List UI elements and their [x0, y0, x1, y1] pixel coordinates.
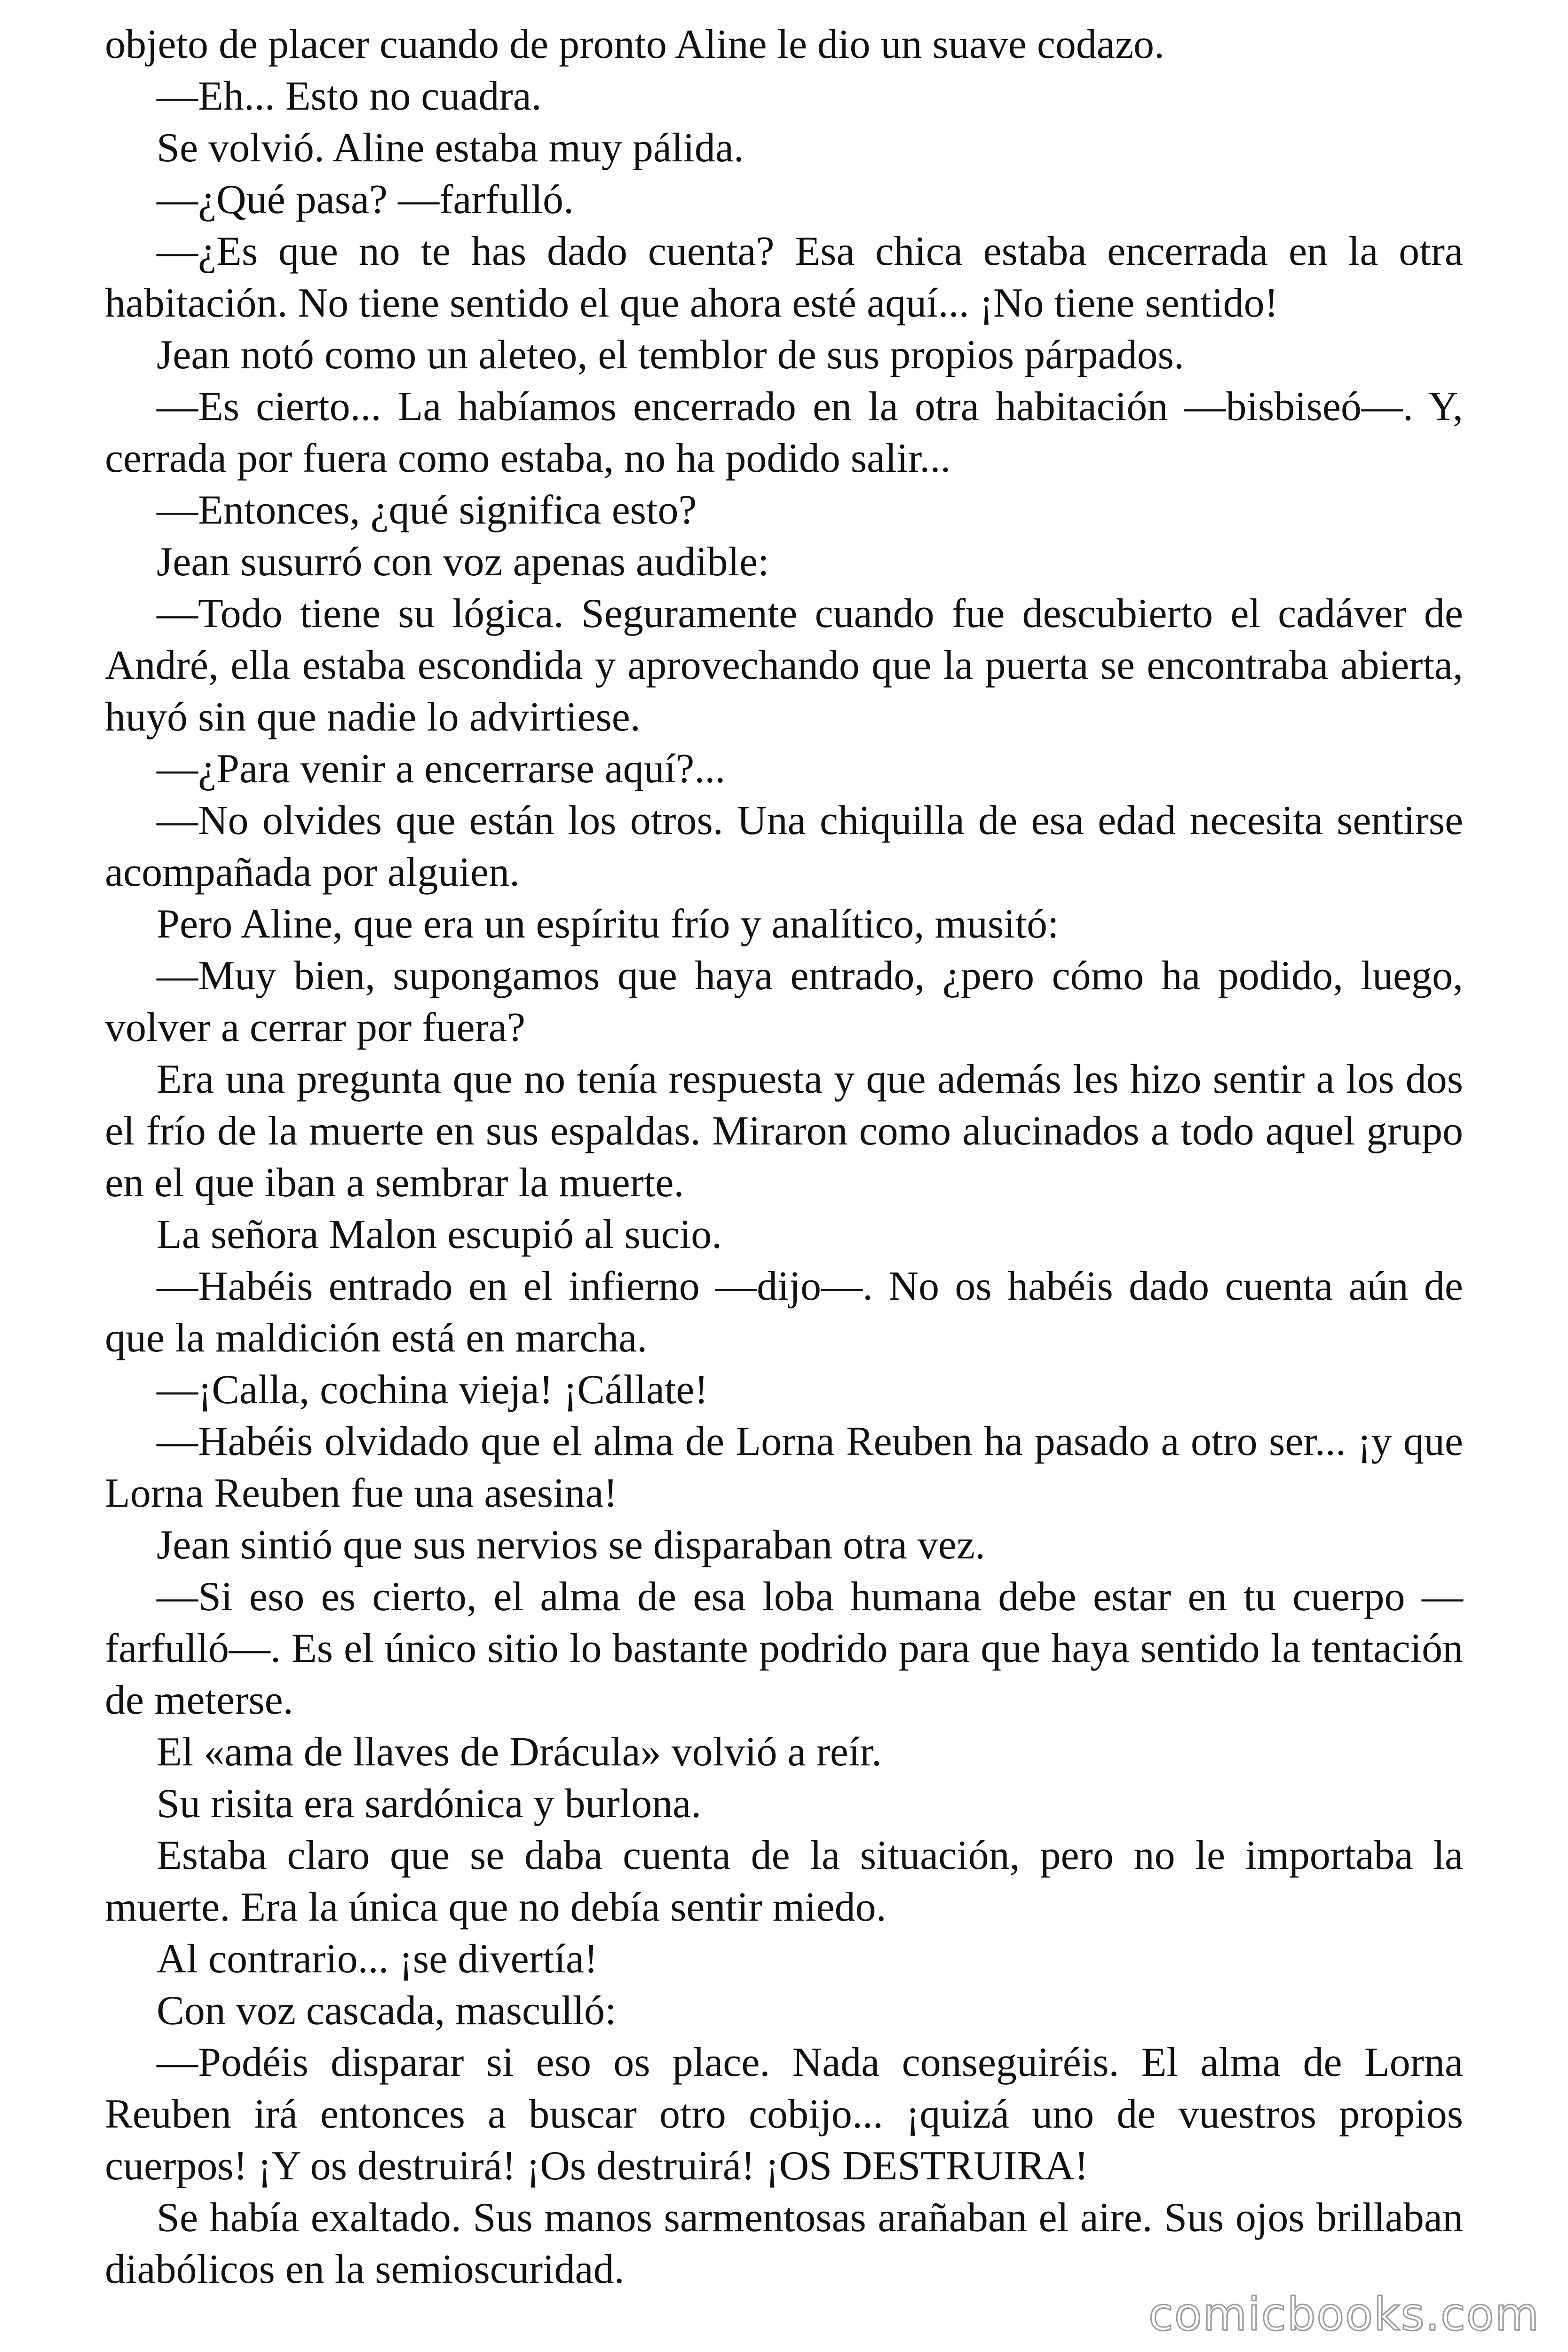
paragraph-19: —Habéis olvidado que el alma de Lorna Reuben ha pasado a otro ser... ¡y que Lorna Reuben fue una asesina!	[105, 1419, 1463, 1516]
paragraph-21: —Si eso es cierto, el alma de esa loba humana debe estar en tu cuerpo — farfulló—. Es el único sitio lo bastante podrido para que haya sentido la tentación de meterse.	[105, 1574, 1463, 1723]
paragraph-5: —¿Es que no te has dado cuenta? Esa chica estaba encerrada en la otra habitación. No tiene sentido el que ahora esté aquí... ¡No tiene sentido!	[105, 229, 1463, 326]
paragraph-8: —Entonces, ¿qué significa esto?	[157, 487, 697, 533]
paragraph-10: —Todo tiene su lógica. Seguramente cuando fue descubierto el cadáver de André, ella estaba escondida y aprovechando que la puerta se encontraba abierta, huyó sin que nadie lo advirtiese.	[105, 591, 1463, 740]
paragraph-14: —Muy bien, supongamos que haya entrado, ¿pero cómo ha podido, luego, volver a cerrar por fuera?	[105, 953, 1463, 1050]
paragraph-25: Al contrario... ¡se divertía!	[157, 1936, 598, 1982]
paragraph-28: Se había exaltado. Sus manos sarmentosas arañaban el aire. Sus ojos brillaban diabólicos en la semioscuridad.	[105, 2195, 1463, 2292]
paragraph-1: objeto de placer cuando de pronto Aline le dio un suave codazo.	[105, 22, 1165, 67]
paragraph-11: —¿Para venir a encerrarse aquí?...	[157, 746, 726, 792]
paragraph-20: Jean sintió que sus nervios se disparaban otra vez.	[157, 1522, 985, 1568]
book-page-text	[105, 19, 1463, 2296]
paragraph-17: —Habéis entrado en el infierno —dijo—. No os habéis dado cuenta aún de que la maldición está en marcha.	[105, 1263, 1463, 1361]
paragraph-15: Era una pregunta que no tenía respuesta y que además les hizo sentir a los dos el frío de la muerte en sus espaldas. Miraron como alucinados a todo aquel grupo en el que iban a sembrar la muerte.	[105, 1057, 1463, 1206]
paragraph-22: El «ama de llaves de Drácula» volvió a reír.	[157, 1729, 882, 1775]
paragraph-6: Jean notó como un aleteo, el temblor de sus propios párpados.	[157, 332, 1184, 378]
paragraph-16: La señora Malon escupió al sucio.	[157, 1212, 722, 1257]
paragraph-9: Jean susurró con voz apenas audible:	[157, 539, 769, 585]
paragraph-26: Con voz cascada, masculló:	[157, 1988, 617, 2034]
paragraph-3: Se volvió. Aline estaba muy pálida.	[157, 125, 744, 171]
paragraph-24: Estaba claro que se daba cuenta de la situación, pero no le importaba la muerte. Era la única que no debía sentir miedo.	[105, 1833, 1463, 1930]
paragraph-23: Su risita era sardónica y burlona.	[157, 1781, 702, 1827]
paragraph-27: —Podéis disparar si eso os place. Nada conseguiréis. El alma de Lorna Reuben irá entonces a buscar otro cobijo... ¡quizá uno de vuestros propios cuerpos! ¡Y os destruirá! ¡Os destruirá! ¡OS DESTRUIRA!	[105, 2040, 1463, 2189]
paragraph-7: —Es cierto... La habíamos encerrado en la otra habitación —bisbiseó—. Y, cerrada por fuera como estaba, no ha podido salir...	[105, 384, 1463, 481]
paragraph-12: —No olvides que están los otros. Una chiquilla de esa edad necesita sentirse acompañada por alguien.	[105, 798, 1463, 895]
watermark: comicbooks.com	[1148, 2288, 1540, 2341]
paragraph-4: —¿Qué pasa? —farfulló.	[157, 177, 574, 222]
paragraph-13: Pero Aline, que era un espíritu frío y analítico, musitó:	[157, 901, 1059, 947]
paragraph-2: —Eh... Esto no cuadra.	[157, 73, 542, 119]
paragraph-18: —¡Calla, cochina vieja! ¡Cállate!	[157, 1367, 708, 1413]
